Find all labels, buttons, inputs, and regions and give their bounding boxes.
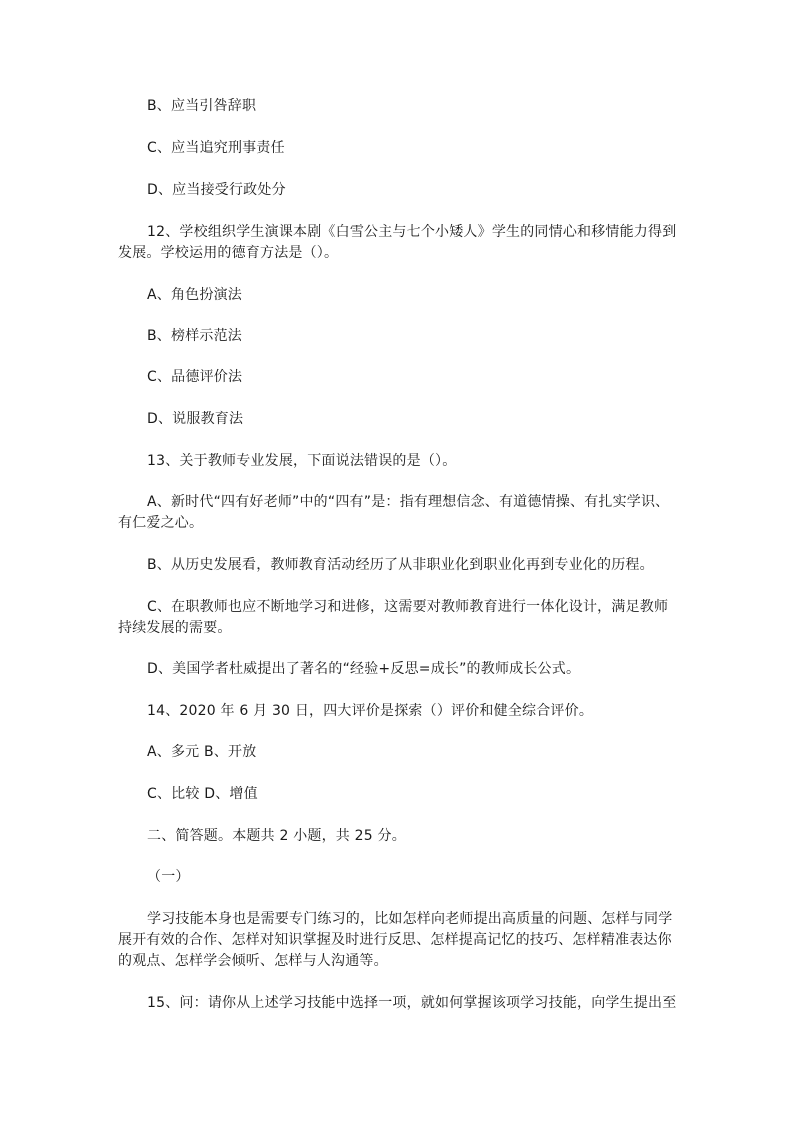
- q13-option-b: B、从历史发展看，教师教育活动经历了从非职业化到职业化再到专业化的历程。: [147, 557, 654, 573]
- part-heading: （一）: [147, 869, 190, 885]
- q14-options-ab: A、多元 B、开放: [147, 744, 257, 760]
- q12-option-a: A、角色扮演法: [147, 287, 242, 303]
- q12-option-c: C、品德评价法: [147, 369, 243, 385]
- reading-material: 学习技能本身也是需要专门练习的，比如怎样向老师提出高质量的问题、怎样与同学展开有效的合作、怎样对知识掌握及时进行反思、怎样提高记忆的技巧、怎样精准表达你的观点、怎样学会倾听、怎样与人沟通等。: [118, 911, 673, 969]
- q12-option-b: B、榜样示范法: [147, 328, 243, 344]
- q12-stem: 12、学校组织学生演课本剧《白雪公主与七个小矮人》学生的同情心和移情能力得到发展。学校运用的德育方法是（）。: [118, 224, 677, 261]
- q13-stem: 13、关于教师专业发展，下面说法错误的是（）。: [147, 453, 457, 469]
- q15-stem: 15、问：请你从上述学习技能中选择一项，就如何掌握该项学习技能，向学生提出至: [147, 995, 677, 1011]
- q11-option-d: D、应当接受行政处分: [147, 182, 286, 198]
- q14-stem: 14、2020 年 6 月 30 日，四大评价是探索（）评价和健全综合评价。: [147, 703, 594, 719]
- q13-option-c: C、在职教师也应不断地学习和进修，这需要对教师教育进行一体化设计，满足教师持续发展的需要。: [118, 599, 669, 636]
- q14-options-cd: C、比较 D、增值: [147, 786, 258, 802]
- q13-option-a: A、新时代“四有好老师”中的“四有”是：指有理想信念、有道德情操、有扎实学识、有仁爱之心。: [118, 494, 670, 531]
- section-heading: 二、简答题。本题共 2 小题，共 25 分。: [147, 828, 406, 844]
- q13-option-d: D、美国学者杜威提出了著名的“经验+反思=成长”的教师成长公式。: [147, 661, 581, 677]
- q11-option-b: B、应当引咎辞职: [147, 98, 257, 114]
- q11-option-c: C、应当追究刑事责任: [147, 140, 285, 156]
- q12-option-d: D、说服教育法: [147, 411, 244, 427]
